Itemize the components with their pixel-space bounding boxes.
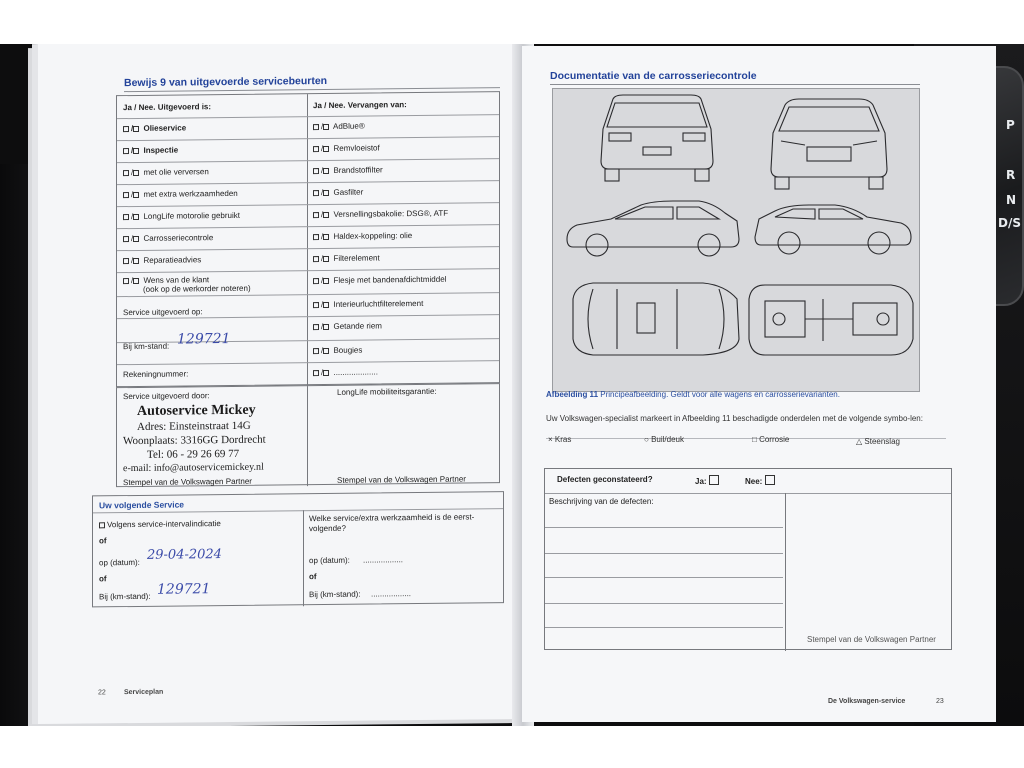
checkbox-icon — [313, 348, 319, 354]
table-row — [117, 224, 499, 229]
item-wens-klant[interactable]: / Wens van de klant — [123, 275, 209, 285]
yes-label: Ja: — [695, 477, 707, 486]
service-table — [116, 91, 500, 387]
table-row — [117, 268, 499, 273]
stonechip-triangle-icon: △ — [856, 437, 863, 446]
item-label: Wens van de klant — [143, 275, 210, 285]
table-row — [117, 202, 499, 207]
item-label: LongLife motorolie gebruikt — [143, 210, 240, 221]
date-label-2: op (datum): — [309, 555, 350, 566]
scratch-x-icon: × — [548, 435, 553, 444]
description-line[interactable] — [545, 553, 783, 554]
item-label: Remvloeistof — [333, 143, 380, 153]
legend-label: Buil/deuk — [651, 435, 684, 444]
item-label: Getande riem — [333, 321, 382, 331]
item-wens-klant-note: (ook op de werkorder noteren) — [143, 283, 251, 294]
checkbox-icon — [123, 258, 129, 264]
item-other[interactable]: / .................... — [313, 367, 378, 377]
item-remvloeistof[interactable]: / Remvloeistof — [313, 143, 380, 153]
legend-stonechip — [856, 437, 900, 446]
item-label: met olie verversen — [143, 167, 209, 177]
checkbox-icon — [313, 124, 319, 130]
table-row — [117, 246, 499, 251]
km-label-2: Bij (km-stand): — [99, 591, 151, 602]
checkbox-icon — [323, 278, 329, 284]
item-bougies[interactable]: / Bougies — [313, 346, 362, 356]
checkbox-icon — [123, 192, 129, 198]
checkbox-icon — [133, 148, 139, 154]
checkbox-icon — [313, 370, 319, 376]
checkbox-icon — [123, 170, 129, 176]
km-label: Bij km-stand: — [123, 341, 170, 352]
legend-label: Corrosie — [759, 435, 790, 444]
checkbox-icon — [313, 212, 319, 218]
item-brandstoffilter[interactable]: / Brandstoffilter — [313, 165, 383, 175]
defects-yes[interactable] — [695, 475, 721, 486]
item-label: AdBlue® — [333, 121, 365, 131]
stamp-block — [116, 383, 500, 487]
checkbox-icon — [323, 256, 329, 262]
stamp-tel: Tel: 06 - 29 26 69 77 — [147, 447, 240, 461]
stamp-address: Adres: Einsteinstraat 14G — [137, 419, 251, 433]
legend-scratch — [548, 435, 571, 444]
right-page-title: Documentatie van de carrosseriecontrole — [550, 70, 757, 82]
next-service-divider — [303, 510, 304, 606]
figure-caption-label: Afbeelding 11 — [546, 390, 599, 399]
checkbox-icon — [123, 126, 129, 132]
checkbox-icon — [313, 146, 319, 152]
date-dots: .................. — [363, 555, 404, 565]
yes-checkbox[interactable] — [709, 475, 719, 485]
checkbox-icon — [133, 236, 139, 242]
checkbox-icon — [313, 278, 319, 284]
col-right-header: Ja / Nee. Vervangen van: — [313, 100, 407, 111]
item-longlife[interactable]: / LongLife motorolie gebruikt — [123, 211, 240, 221]
description-line[interactable] — [545, 603, 783, 604]
item-filterelement[interactable]: / Filterelement — [313, 253, 380, 263]
km-label-3: Bij (km-stand): — [309, 589, 361, 600]
table-row — [117, 136, 499, 141]
car-underbody-view-icon — [749, 285, 913, 355]
defects-question: Defecten geconstateerd? — [557, 475, 653, 484]
description-line[interactable] — [545, 527, 783, 528]
table-row — [545, 493, 951, 494]
stamp-city: Woonplaats: 3316GG Dordrecht — [123, 433, 266, 448]
item-label: Flesje met bandenafdichtmiddel — [333, 274, 447, 285]
right-section-label: De Volkswagen-service — [828, 698, 906, 705]
car-diagram — [552, 88, 920, 392]
photo-frame — [0, 44, 1024, 726]
km-value-2-handwritten: 129721 — [157, 581, 211, 598]
table-row — [117, 158, 499, 163]
stamp-divider — [307, 386, 308, 486]
item-label: Interieurluchtfilterelement — [333, 298, 424, 309]
item-label: Versnellingsbakolie: DSG®, ATF — [333, 208, 449, 219]
checkbox-icon — [323, 348, 329, 354]
car-rear-view-icon — [601, 95, 713, 181]
service-booklet — [28, 44, 998, 726]
of-label-3: of — [309, 572, 317, 582]
legend-label: Kras — [554, 435, 572, 444]
checkbox-icon — [313, 302, 319, 308]
interval-option-label: Volgens service-intervalindicatie — [107, 519, 221, 530]
checkbox-icon — [133, 170, 139, 176]
checkbox-icon — [323, 146, 329, 152]
checkbox-icon — [123, 236, 129, 242]
km-value-handwritten: 129721 — [177, 330, 231, 348]
next-service-title: Uw volgende Service — [99, 499, 185, 511]
next-service-box — [92, 491, 504, 607]
checkbox-icon — [313, 324, 319, 330]
item-label: Gasfilter — [333, 187, 364, 197]
checkbox-icon — [313, 168, 319, 174]
item-versnellingsbakolie[interactable]: / Versnellingsbakolie: DSG®, ATF — [313, 209, 448, 219]
km-dots: .................. — [371, 589, 412, 599]
item-getande-riem[interactable]: / Getande riem — [313, 321, 382, 331]
invoice-label: Rekeningnummer: — [123, 369, 189, 380]
item-extra-werkzaamheden[interactable]: / met extra werkzaamheden — [123, 189, 238, 199]
item-label: Inspectie — [143, 145, 179, 155]
date-value-handwritten: 29-04-2024 — [147, 547, 222, 563]
right-page — [522, 46, 996, 722]
checkbox-icon — [323, 324, 329, 330]
dent-circle-icon: ○ — [644, 435, 649, 444]
checkbox-icon — [133, 192, 139, 198]
item-label: Carrosseriecontrole — [143, 233, 214, 243]
date-label: op (datum): — [99, 557, 140, 568]
item-gasfilter[interactable]: / Gasfilter — [313, 188, 363, 198]
stamp-label-left: Stempel van de Volkswagen Partner — [123, 476, 252, 488]
checkbox-icon — [323, 212, 329, 218]
checkbox-icon — [313, 256, 319, 262]
interval-option[interactable] — [99, 519, 221, 529]
checkbox-icon — [313, 234, 319, 240]
table-row — [117, 180, 499, 185]
checkbox-icon — [323, 190, 329, 196]
checkbox-icon — [323, 234, 329, 240]
figure-caption-text: Principeafbeelding. Geldt voor alle wagens en carrosserievarianten. — [600, 390, 840, 399]
checkbox-icon — [99, 522, 105, 528]
gear-ds: D/S — [998, 216, 1021, 230]
no-label: Nee: — [745, 477, 763, 486]
car-top-view-icon — [573, 283, 739, 355]
checkbox-icon — [133, 278, 139, 284]
checkbox-icon — [133, 126, 139, 132]
item-carrosseriecontrole[interactable]: / Carrosseriecontrole — [123, 233, 213, 243]
service-done-on-label: Service uitgevoerd op: — [123, 307, 203, 318]
item-label: met extra werkzaamheden — [143, 188, 238, 199]
checkbox-icon — [123, 148, 129, 154]
checkbox-icon — [123, 214, 129, 220]
gear-n: N — [1006, 193, 1017, 207]
item-label: Olieservice — [143, 123, 187, 133]
item-olie-verversen[interactable]: / met olie verversen — [123, 167, 209, 177]
item-inspectie[interactable]: / Inspectie — [123, 146, 178, 156]
symbol-instruction: Uw Volkswagen-specialist markeert in Afbeelding 11 beschadigde onderdelen met de volgende symbo-len: — [546, 414, 923, 423]
gear-p: P — [1006, 118, 1015, 132]
figure-caption — [546, 390, 840, 399]
checkbox-icon — [323, 168, 329, 174]
item-reparatieadvies[interactable]: / Reparatieadvies — [123, 255, 201, 265]
legend-corrosion — [752, 435, 789, 444]
car-outline-drawings — [553, 89, 921, 393]
stamp-label-right: Stempel van de Volkswagen Partner — [337, 474, 466, 485]
item-haldex[interactable]: / Haldex-koppeling: olie — [313, 231, 412, 241]
of-label: of — [99, 536, 107, 546]
item-label: Haldex-koppeling: olie — [333, 231, 413, 241]
table-row — [117, 360, 499, 365]
checkbox-icon — [313, 190, 319, 196]
gear-r: R — [1006, 168, 1016, 182]
description-line[interactable] — [545, 627, 783, 628]
of-label-2: of — [99, 574, 107, 584]
legend-dent — [644, 435, 684, 444]
item-label: .................... — [333, 367, 378, 377]
car-side-left-icon — [567, 201, 739, 256]
item-bandenafdichtmiddel[interactable]: / Flesje met bandenafdichtmiddel — [313, 275, 446, 285]
item-label: Filterelement — [333, 253, 380, 263]
checkbox-icon — [323, 302, 329, 308]
stamp-company-name: Autoservice Mickey — [137, 402, 256, 419]
left-page-number: 22 — [98, 689, 106, 697]
car-side-right-icon — [755, 205, 911, 254]
defects-description-label: Beschrijving van de defecten: — [549, 497, 654, 506]
defects-table — [544, 468, 952, 650]
defects-no[interactable] — [745, 475, 777, 486]
item-adblue[interactable]: / AdBlue® — [313, 122, 365, 132]
car-front-view-icon — [771, 99, 887, 189]
checkbox-icon — [133, 214, 139, 220]
done-by-label: Service uitgevoerd door: — [123, 391, 210, 402]
left-page-title: Bewijs 9 van uitgevoerde servicebeurten — [124, 74, 328, 90]
checkbox-icon — [123, 278, 129, 284]
legend-label: Steenslag — [864, 437, 900, 446]
checkbox-icon — [133, 258, 139, 264]
checkbox-icon — [323, 124, 329, 130]
no-checkbox[interactable] — [765, 475, 775, 485]
stamp-email: e-mail: info@autoservicemickey.nl — [123, 461, 264, 475]
checkbox-icon — [323, 370, 329, 376]
item-label: Bougies — [333, 345, 363, 355]
col-left-header: Ja / Nee. Uitgevoerd is: — [123, 102, 212, 113]
description-line[interactable] — [545, 577, 783, 578]
left-page — [38, 44, 524, 724]
table-row — [117, 338, 499, 343]
extra-question: Welke service/extra werkzaamheid is de eerst-volgende? — [309, 512, 475, 534]
right-page-number: 23 — [936, 698, 944, 705]
corrosion-square-icon: □ — [752, 435, 757, 444]
left-section-label: Serviceplan — [124, 688, 164, 697]
right-stamp-label: Stempel van de Volkswagen Partner — [807, 635, 936, 644]
item-label: Brandstoffilter — [333, 165, 383, 175]
title-rule — [550, 84, 920, 85]
defects-divider — [785, 493, 786, 651]
item-label: Reparatieadvies — [143, 255, 202, 265]
table-row — [117, 114, 499, 119]
item-interieurluchtfilter[interactable]: / Interieurluchtfilterelement — [313, 299, 423, 309]
item-olieservice[interactable]: / Olieservice — [123, 123, 186, 133]
longlife-guarantee-label: LongLife mobiliteitsgarantie: — [337, 386, 437, 397]
